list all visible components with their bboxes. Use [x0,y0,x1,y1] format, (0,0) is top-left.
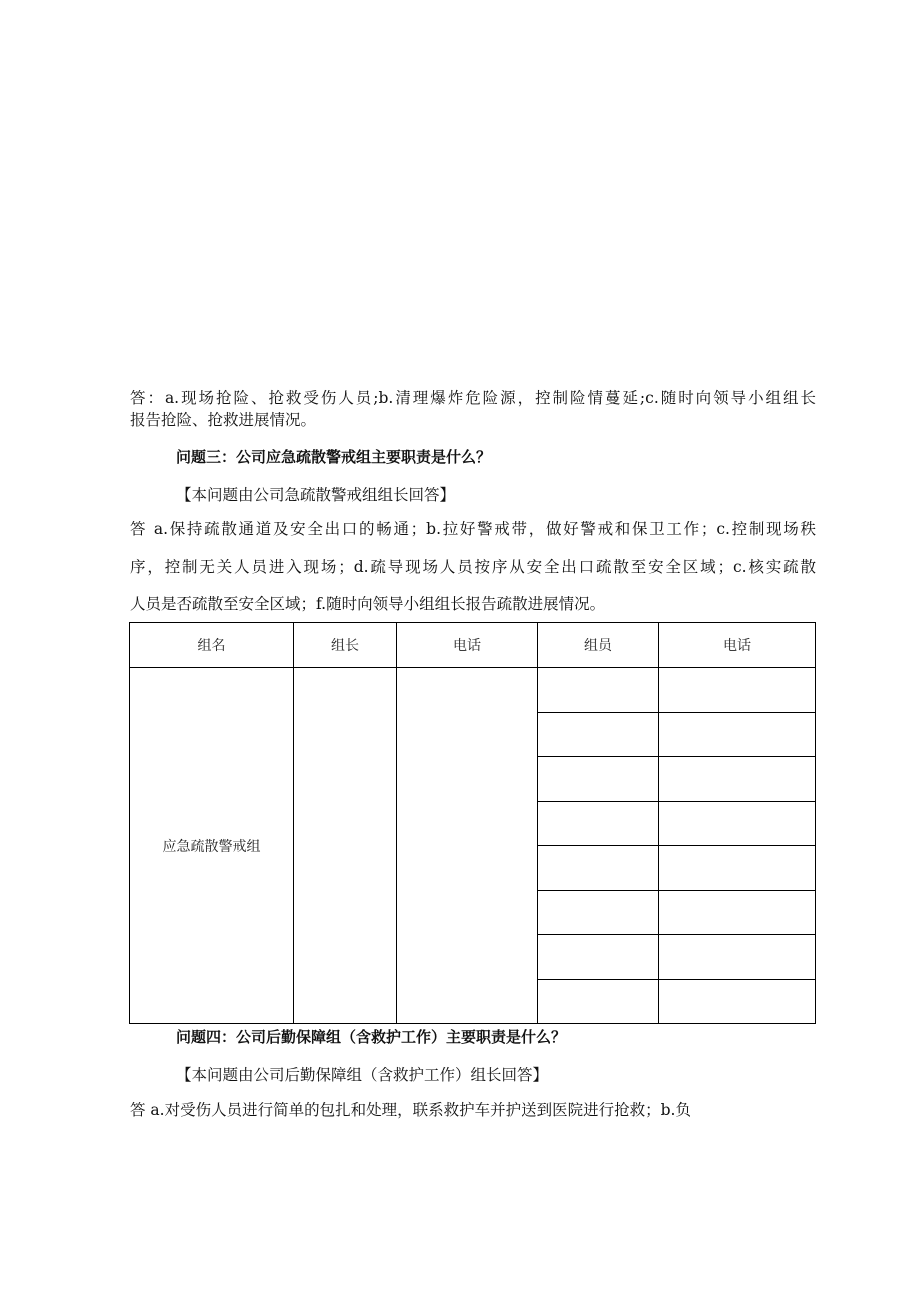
member-phone-cell [659,801,816,846]
table-row [130,668,816,713]
q4-title: 问题四：公司后勤保障组（含救护工作）主要职责是什么？ [176,1028,567,1046]
header-member-phone: 电话 [659,623,816,668]
member-phone-cell [659,757,816,802]
header-member: 组员 [538,623,659,668]
q4-note: 【本问题由公司后勤保障组（含救护工作）组长回答】 [176,1066,549,1084]
q2-answer-line-1: 答：a.现场抢险、抢救受伤人员;b.清理爆炸危险源，控制险情蔓延;c.随时向领导小组组长 [130,389,816,407]
q3-note: 【本问题由公司急疏散警戒组组长回答】 [176,486,456,504]
header-leader: 组长 [294,623,397,668]
member-phone-cell [659,890,816,935]
q3-answer-line-1: 答 a.保持疏散通道及安全出口的畅通；b.拉好警戒带，做好警戒和保卫工作；c.控制现场秩 [130,520,816,538]
member-name-cell [538,668,659,713]
roster-table [129,622,816,1024]
q4-answer-line-1: 答 a.对受伤人员进行简单的包扎和处理，联系救护车并护送到医院进行抢救；b.负 [130,1101,691,1119]
header-group-name: 组名 [130,623,294,668]
q3-answer-line-2: 序，控制无关人员进入现场；d.疏导现场人员按序从安全出口疏散至安全区域；c.核实疏散 [130,558,816,576]
leader-cell [294,668,397,1024]
member-name-cell [538,801,659,846]
member-name-cell [538,757,659,802]
member-phone-cell [659,846,816,891]
member-phone-cell [659,935,816,980]
q3-answer-line-3: 人员是否疏散至安全区域；f.随时向领导小组组长报告疏散进展情况。 [130,595,606,613]
member-phone-cell [659,712,816,757]
q2-answer-line-2: 报告抢险、抢救进展情况。 [130,411,317,429]
q3-title: 问题三：公司应急疏散警戒组主要职责是什么？ [176,448,492,466]
member-name-cell [538,935,659,980]
table-header-row [130,623,816,668]
member-name-cell [538,979,659,1024]
leader-phone-cell [397,668,538,1024]
member-name-cell [538,712,659,757]
header-leader-phone: 电话 [397,623,538,668]
member-name-cell [538,890,659,935]
member-name-cell [538,846,659,891]
member-phone-cell [659,979,816,1024]
group-name-cell: 应急疏散警戒组 [130,668,294,1024]
member-phone-cell [659,668,816,713]
